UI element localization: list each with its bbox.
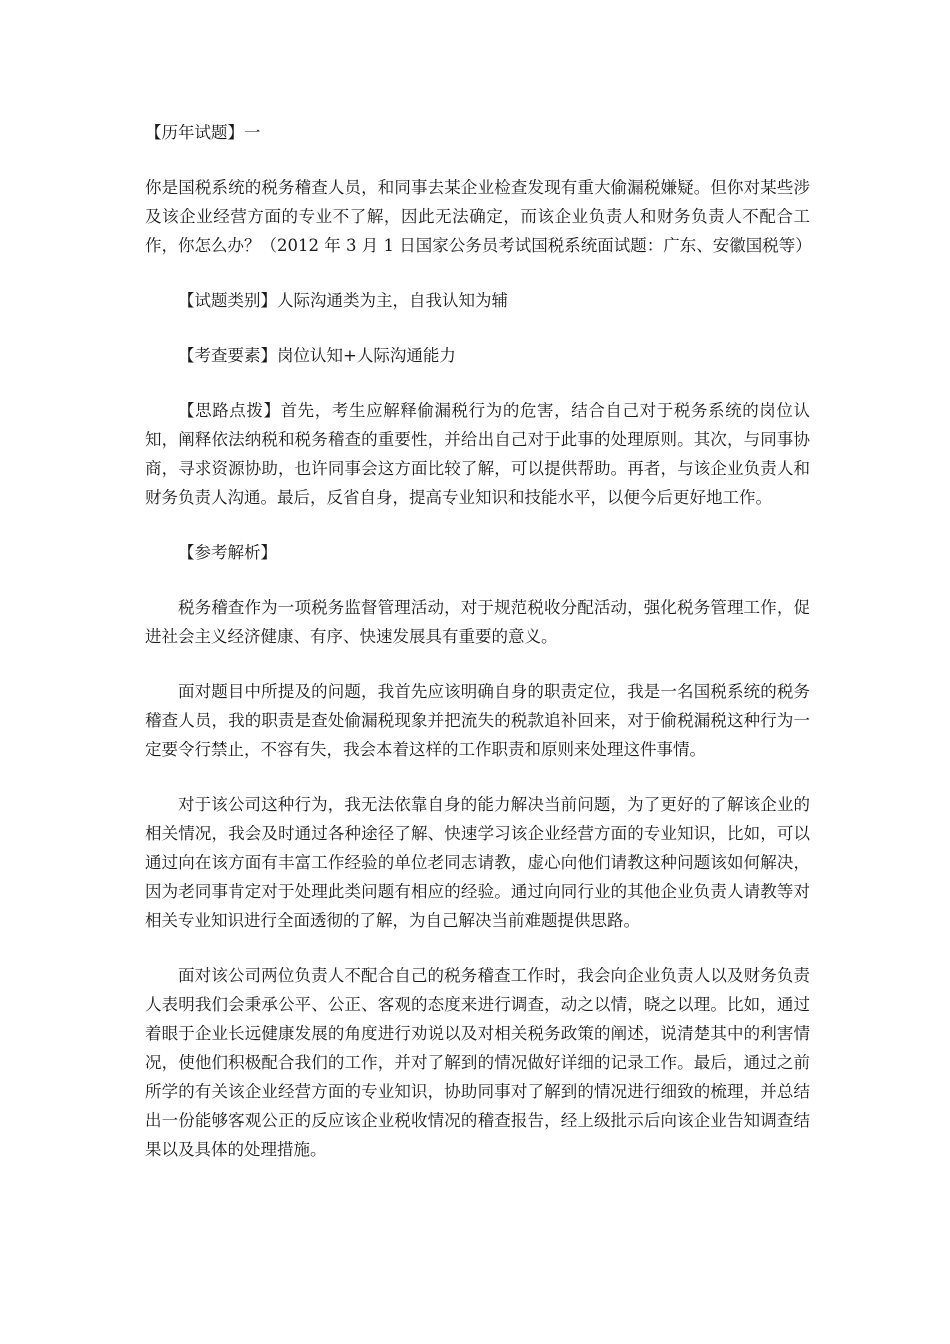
- analysis-paragraph: 面对题目中所提及的问题，我首先应该明确自身的职责定位，我是一名国税系统的税务稽查人员，我的职责是查处偷漏税现象并把流失的税款追补回来，对于偷税漏税这种行为一定要令行禁止，不容有失，我会本着这样的工作职责和原则来处理这件事情。: [145, 682, 810, 759]
- analysis-paragraph: 税务稽查作为一项税务监督管理活动，对于规范税收分配活动，强化税务管理工作，促进社会主义经济健康、有序、快速发展具有重要的意义。: [145, 598, 810, 646]
- analysis-heading: 【参考解析】: [178, 543, 277, 562]
- analysis-paragraph: 面对该公司两位负责人不配合自己的税务稽查工作时，我会向企业负责人以及财务负责人表明我们会秉承公平、公正、客观的态度来进行调查，动之以情，晓之以理。比如，通过着眼于企业长远健康发展的角度进行劝说以及对相关税务政策的阐述，说清楚其中的利害情况，使他们积极配合我们的工作，并对了解到的情况做好详细的记录工作。最后，通过之前所学的有关该企业经营方面的专业知识，协助同事对了解到的情况进行细致的梳理，并总结出一份能够客观公正的反应该企业税收情况的稽查报告，经上级批示后向该企业告知调查结果以及具体的处理措施。: [145, 966, 810, 1159]
- assessment-elements: 【考查要素】岗位认知+人际沟通能力: [178, 346, 456, 365]
- question-category: 【试题类别】人际沟通类为主，自我认知为辅: [178, 291, 508, 310]
- question-text: 你是国税系统的税务稽查人员，和同事去某企业检查发现有重大偷漏税嫌疑。但你对某些涉及该企业经营方面的专业不了解，因此无法确定，而该企业负责人和财务负责人不配合工作，你怎么办？（2012 年 3 月 1 日国家公务员考试国税系统面试题：广东、安徽国税等）: [145, 178, 812, 255]
- thinking-tips: 【思路点拨】首先，考生应解释偷漏税行为的危害，结合自己对于税务系统的岗位认知，阐释依法纳税和税务稽查的重要性，并给出自己对于此事的处理原则。其次，与同事协商，寻求资源协助，也许同事会这方面比较了解，可以提供帮助。再者，与该企业负责人和财务负责人沟通。最后，反省自身，提高专业知识和技能水平，以便今后更好地工作。: [145, 401, 810, 507]
- document-body: [145, 118, 810, 1190]
- analysis-paragraph: 对于该公司这种行为，我无法依靠自身的能力解决当前问题，为了更好的了解该企业的相关情况，我会及时通过各种途径了解、快速学习该企业经营方面的专业知识，比如，可以通过向在该方面有丰富工作经验的单位老同志请教，虚心向他们请教这种问题该如何解决，因为老同事肯定对于处理此类问题有相应的经验。通过向同行业的其他企业负责人请教等对相关专业知识进行全面透彻的了解，为自己解决当前难题提供思路。: [145, 795, 810, 930]
- document-title: 【历年试题】一: [145, 123, 261, 142]
